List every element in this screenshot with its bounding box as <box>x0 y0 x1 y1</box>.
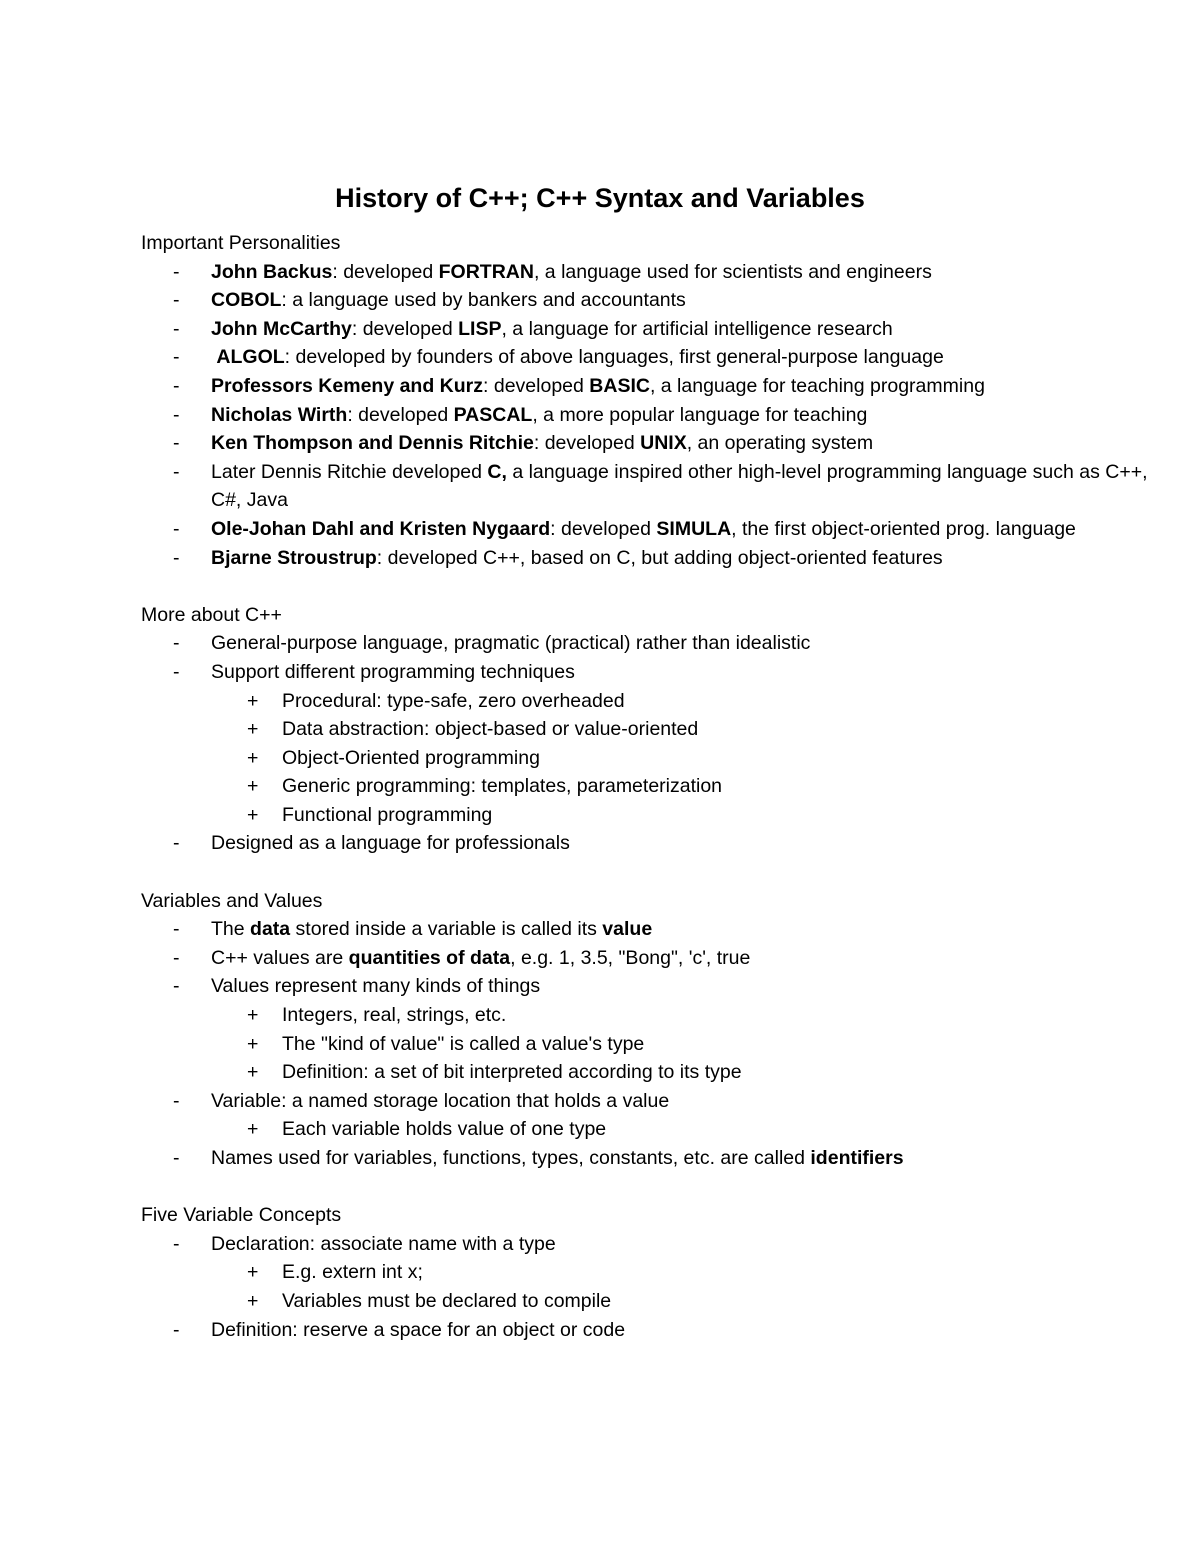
language-name: C, <box>487 460 507 483</box>
person-name: Nicholas Wirth <box>211 403 348 426</box>
list-item-dahl-nygaard <box>141 515 1151 544</box>
item-text: , an operating system <box>686 432 874 455</box>
list-item-stroustrup <box>141 544 1151 573</box>
item-text: : developed <box>550 517 657 540</box>
plus-bullet: + <box>247 1032 259 1055</box>
section-variables-and-values <box>141 887 1151 1173</box>
list-item <box>141 1144 1151 1173</box>
list-item-wirth <box>141 401 1151 430</box>
plus-bullet: + <box>247 1004 259 1027</box>
sublist-item <box>211 715 1151 744</box>
concepts-list <box>141 1230 1151 1344</box>
dash-bullet: - <box>173 260 180 283</box>
bold-term: quantities of data <box>348 946 511 969</box>
person-name: Ole-Johan Dahl and Kristen Nygaard <box>211 517 551 540</box>
dash-bullet: - <box>173 460 180 483</box>
list-item-algol <box>141 343 1151 372</box>
item-text: General-purpose language, pragmatic (practical) rather than idealistic <box>211 632 811 655</box>
item-text: Each variable holds value of one type <box>282 1118 607 1141</box>
language-name: ALGOL <box>216 346 285 369</box>
bold-term: identifiers <box>810 1147 904 1169</box>
dash-bullet: - <box>173 918 180 941</box>
dash-bullet: - <box>173 1089 180 1112</box>
section-heading: Five Variable Concepts <box>141 1204 342 1227</box>
list-item <box>141 972 1151 1086</box>
item-text: Data abstraction: object-based or value-oriented <box>282 718 699 741</box>
section-heading: Variables and Values <box>141 889 323 912</box>
dash-bullet: - <box>173 946 180 969</box>
item-text: Functional programming <box>282 803 493 826</box>
item-text: Declaration: associate name with a type <box>211 1232 556 1255</box>
item-text: : developed <box>483 374 590 397</box>
section-more-about-cpp <box>141 601 1151 858</box>
language-name: BASIC <box>589 374 650 397</box>
item-text: : developed <box>533 432 641 455</box>
person-name: Professors Kemeny and Kurz <box>211 374 484 397</box>
language-name: LISP <box>458 317 502 340</box>
item-text: Integers, real, strings, etc. <box>282 1004 507 1027</box>
item-text: Definition: a set of bit interpreted according to its type <box>282 1061 742 1084</box>
plus-bullet: + <box>247 803 259 826</box>
person-name: Bjarne Stroustrup <box>211 546 377 569</box>
list-item <box>141 629 1151 658</box>
item-text: : developed <box>347 403 454 426</box>
item-text: : developed by founders of above languages, first general-purpose language <box>284 346 944 369</box>
plus-bullet: + <box>247 1261 259 1284</box>
item-text: Support different programming techniques <box>211 660 575 683</box>
dash-bullet: - <box>173 632 180 655</box>
declaration-sublist <box>211 1258 1151 1315</box>
section-important-personalities <box>141 229 1151 572</box>
sublist-item <box>211 744 1151 773</box>
dash-bullet: - <box>173 660 180 683</box>
item-text: The "kind of value" is called a value's type <box>282 1032 645 1055</box>
item-text: C++ values are <box>211 946 349 969</box>
variables-list <box>141 915 1151 1172</box>
list-item <box>141 829 1151 858</box>
dash-bullet: - <box>173 432 180 455</box>
sublist-item <box>211 772 1151 801</box>
sublist-item <box>211 1258 1151 1287</box>
person-name: John McCarthy <box>211 317 352 340</box>
sublist-item <box>211 1287 1151 1316</box>
dash-bullet: - <box>173 975 180 998</box>
list-item <box>141 1230 1151 1316</box>
dash-bullet: - <box>173 403 180 426</box>
section-heading: Important Personalities <box>141 232 341 254</box>
list-item-cobol <box>141 286 1151 315</box>
item-text: Variable: a named storage location that holds a value <box>211 1089 670 1112</box>
language-name: COBOL <box>211 289 282 312</box>
language-name: UNIX <box>640 432 687 455</box>
language-name: FORTRAN <box>438 260 534 283</box>
section-spacer <box>141 858 1151 887</box>
variable-sublist <box>211 1115 1151 1144</box>
person-name: Ken Thompson and Dennis Ritchie <box>211 432 534 455</box>
plus-bullet: + <box>247 1061 259 1084</box>
list-item <box>141 915 1151 944</box>
language-name: SIMULA <box>656 517 732 540</box>
sublist-item <box>211 1030 1151 1059</box>
item-text: Object-Oriented programming <box>282 746 540 769</box>
more-cpp-list <box>141 629 1151 858</box>
list-item <box>141 944 1151 973</box>
item-text: Later Dennis Ritchie developed <box>211 460 488 483</box>
item-text: , a language for teaching programming <box>649 374 985 397</box>
dash-bullet: - <box>173 832 180 855</box>
item-text: Procedural: type-safe, zero overheaded <box>282 689 625 712</box>
person-name: John Backus <box>211 260 333 283</box>
list-item <box>141 1087 1151 1144</box>
list-item <box>141 658 1151 830</box>
plus-bullet: + <box>247 1118 259 1141</box>
section-heading: More about C++ <box>141 603 282 626</box>
personalities-list <box>141 258 1151 573</box>
document-body <box>141 229 1151 1344</box>
item-text: Generic programming: templates, parameterization <box>282 775 723 798</box>
plus-bullet: + <box>247 1289 259 1312</box>
item-text: : developed <box>351 317 459 340</box>
list-item-mccarthy <box>141 315 1151 344</box>
section-spacer <box>141 572 1151 601</box>
dash-bullet: - <box>173 374 180 397</box>
bold-term: data <box>250 918 291 941</box>
sublist-item <box>211 1001 1151 1030</box>
item-text: , a language used for scientists and engineers <box>533 260 932 283</box>
sublist-item <box>211 801 1151 830</box>
dash-bullet: - <box>173 289 180 312</box>
item-text: Names used for variables, functions, types, constants, etc. are called <box>211 1147 811 1169</box>
sublist-item <box>211 1058 1151 1087</box>
item-text: Definition: reserve a space for an object or code <box>211 1318 626 1341</box>
dash-bullet: - <box>173 517 180 540</box>
dash-bullet: - <box>173 346 180 369</box>
techniques-sublist <box>211 687 1151 830</box>
page-title: History of C++; C++ Syntax and Variables <box>335 183 865 213</box>
item-text: E.g. extern int x; <box>282 1261 423 1284</box>
plus-bullet: + <box>247 746 259 769</box>
sublist-item <box>211 687 1151 716</box>
plus-bullet: + <box>247 775 259 798</box>
dash-bullet: - <box>173 546 180 569</box>
item-text: , a more popular language for teaching <box>532 403 868 426</box>
item-text: The <box>211 918 251 941</box>
item-text: , the first object-oriented prog. language <box>731 517 1076 540</box>
item-text: Values represent many kinds of things <box>211 975 541 998</box>
item-text: : developed C++, based on C, but adding object-oriented features <box>376 546 943 569</box>
bold-term: value <box>602 918 653 941</box>
dash-bullet: - <box>173 1318 180 1341</box>
plus-bullet: + <box>247 718 259 741</box>
item-text: a language inspired other high-level programming language such as C++, C#, Java <box>211 460 1148 512</box>
values-sublist <box>211 1001 1151 1087</box>
item-text: : developed <box>332 260 439 283</box>
item-text: Variables must be declared to compile <box>282 1289 612 1312</box>
language-name: PASCAL <box>453 403 533 426</box>
dash-bullet: - <box>173 1232 180 1255</box>
list-item-ritchie-c <box>141 458 1151 515</box>
section-five-variable-concepts <box>141 1201 1151 1344</box>
list-item-thompson-ritchie <box>141 429 1151 458</box>
item-text: stored inside a variable is called its <box>290 918 603 941</box>
item-text: : a language used by bankers and accountants <box>281 289 686 312</box>
list-item <box>141 1316 1151 1345</box>
section-spacer <box>141 1173 1151 1202</box>
dash-bullet: - <box>173 317 180 340</box>
plus-bullet: + <box>247 689 259 712</box>
item-text: , a language for artificial intelligence research <box>501 317 893 340</box>
list-item-backus <box>141 258 1151 287</box>
item-text: , e.g. 1, 3.5, "Bong", 'c', true <box>510 946 751 969</box>
sublist-item <box>211 1115 1151 1144</box>
dash-bullet: - <box>173 1147 180 1169</box>
item-text: Designed as a language for professionals <box>211 832 570 855</box>
list-item-kemeny-kurz <box>141 372 1151 401</box>
